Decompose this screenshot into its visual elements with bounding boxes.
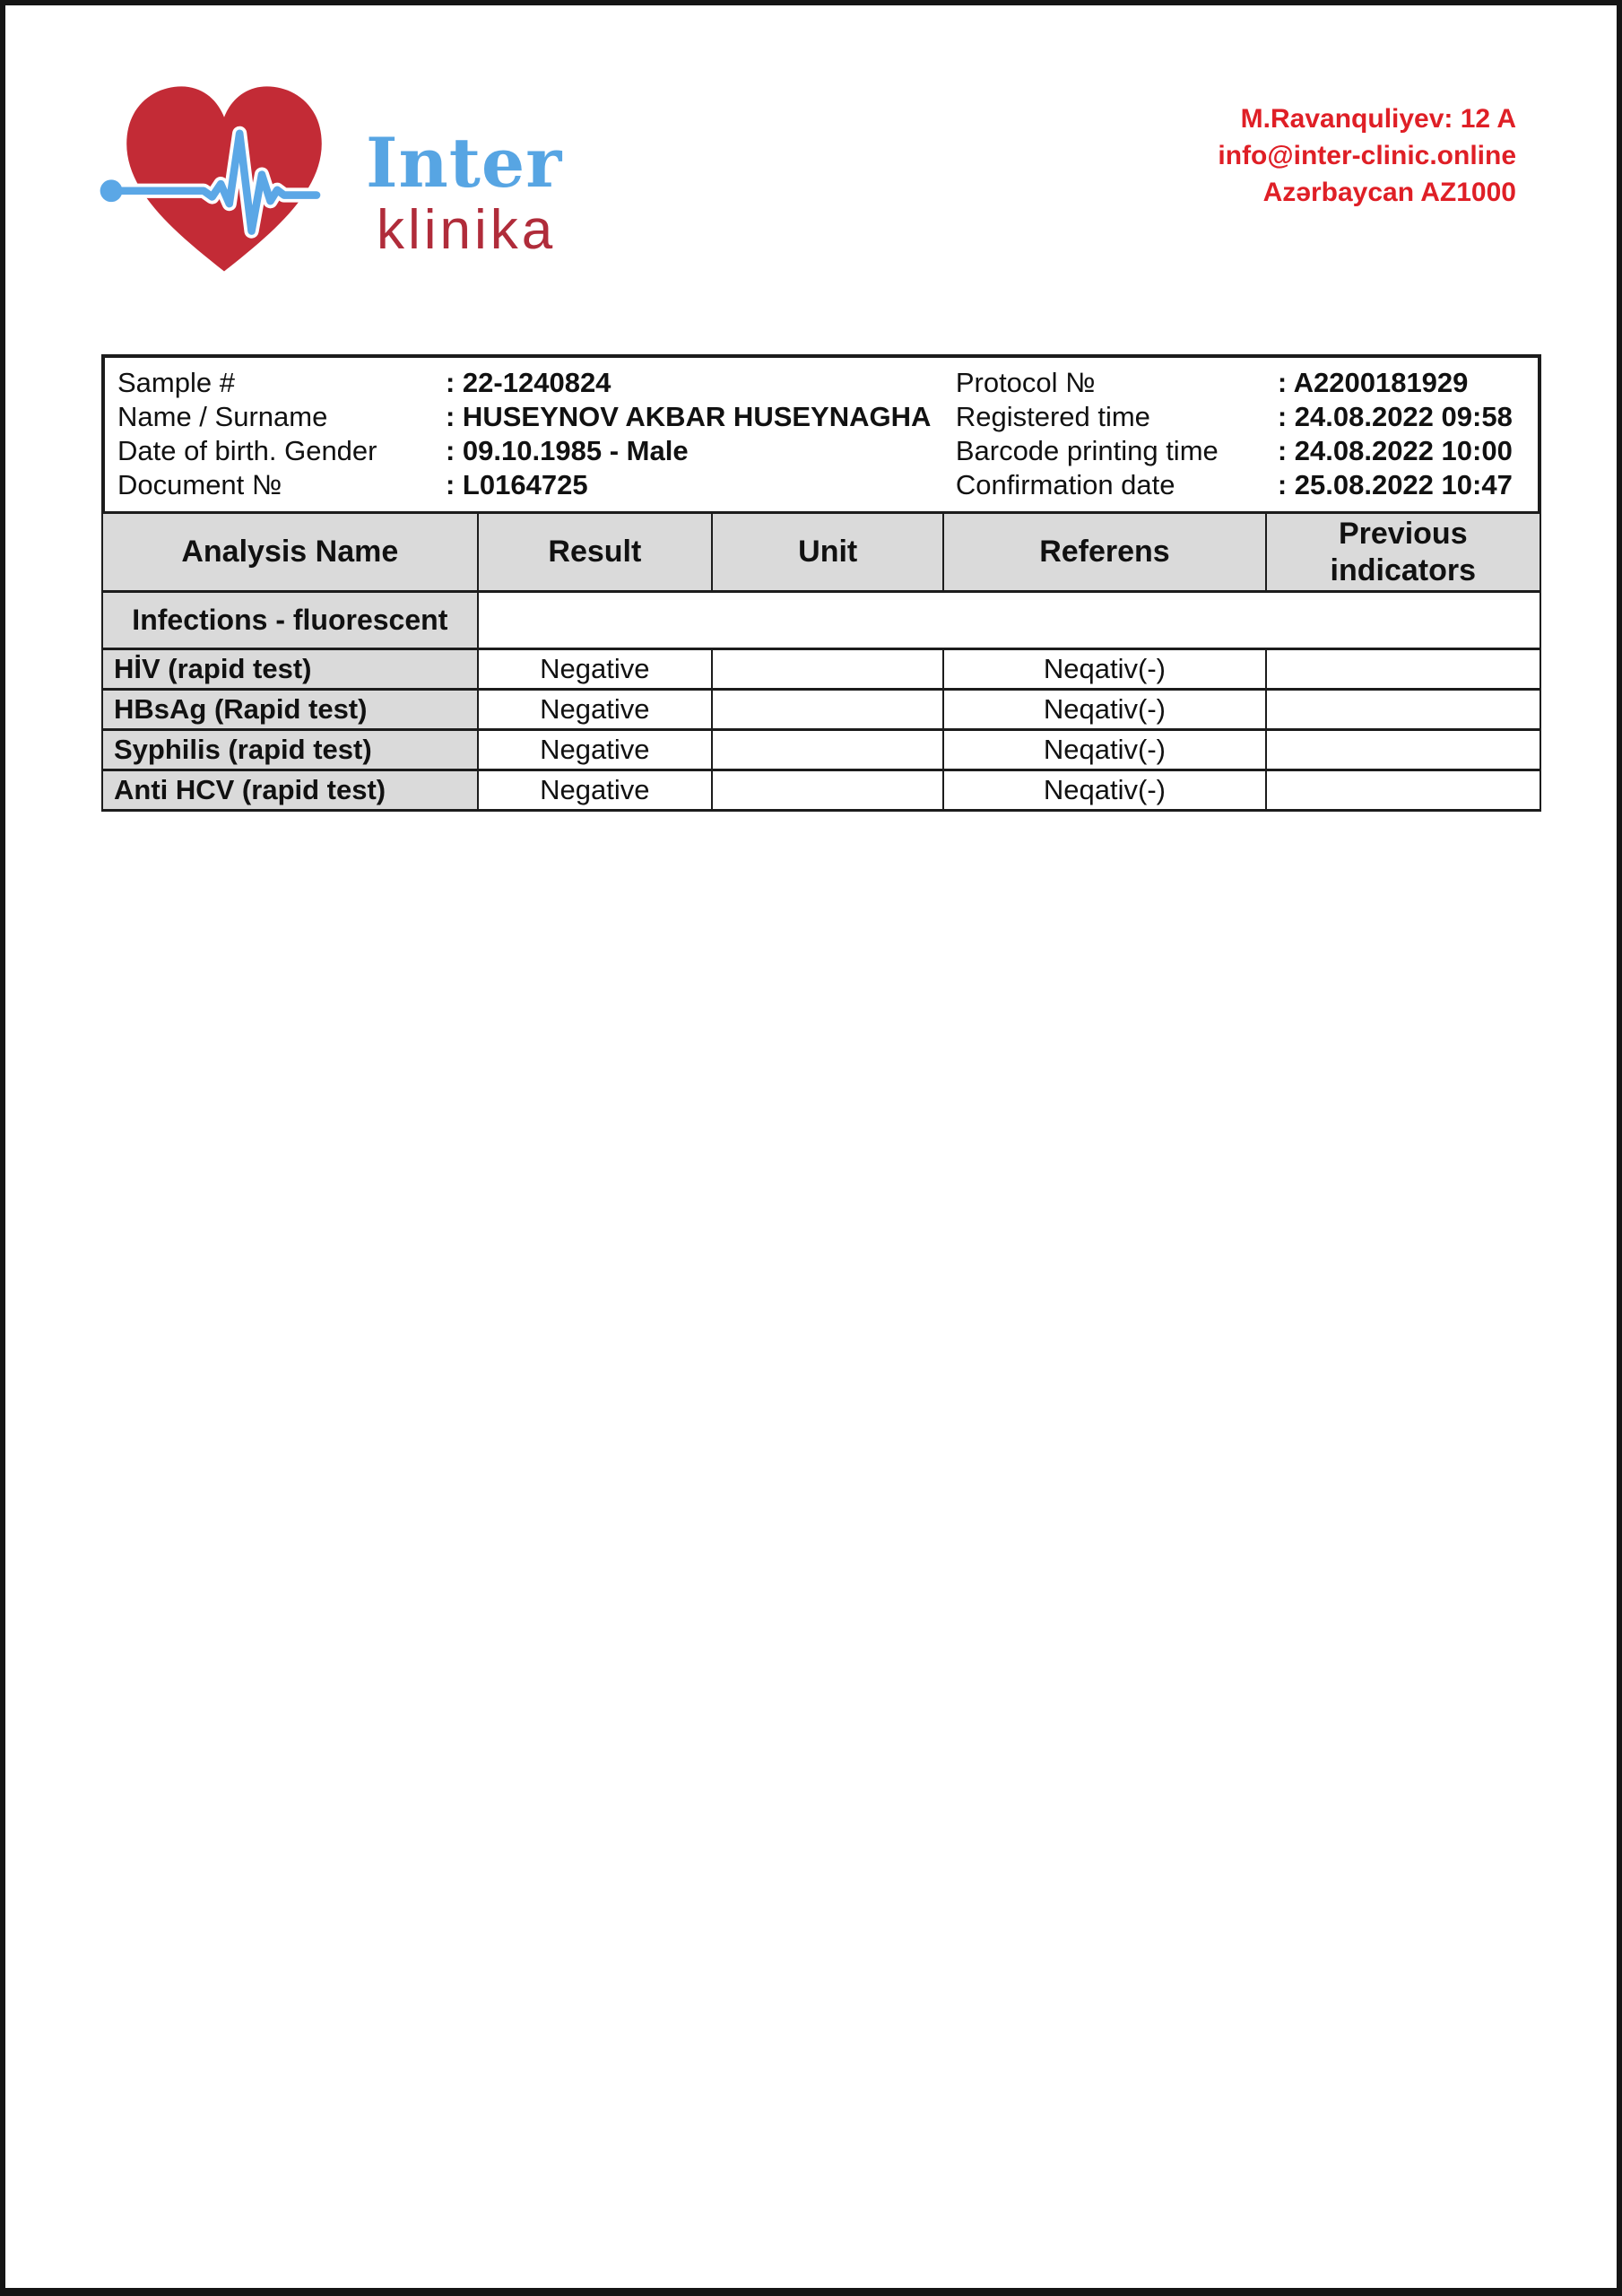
patient-info-box — [101, 354, 1541, 515]
info-value: : L0164725 — [446, 469, 588, 500]
table-row-hiv — [102, 649, 1540, 690]
info-label: Registered time — [955, 401, 1150, 432]
patient-info-right — [943, 366, 1538, 502]
contact-address-line: M.Ravanquliyev: 12 A — [1240, 104, 1516, 134]
previous-indicators-cell — [1266, 649, 1540, 690]
contact-email: info@inter-clinic.online — [1218, 141, 1516, 170]
section-title: Infections - fluorescent — [102, 592, 478, 649]
info-label: Document № — [117, 469, 282, 500]
column-header-unit: Unit — [712, 513, 943, 592]
info-value: : 25.08.2022 10:47 — [1277, 469, 1513, 500]
result-cell: Negative — [478, 730, 712, 770]
unit-cell — [712, 649, 943, 690]
previous-indicators-cell — [1266, 690, 1540, 730]
analysis-name-cell: Anti HCV (rapid test) — [102, 770, 478, 811]
patient-info-left — [105, 366, 943, 502]
info-value: : 09.10.1985 - Male — [446, 435, 689, 466]
report-body — [101, 354, 1541, 812]
info-row-barcode — [943, 434, 1538, 468]
table-row-hbsag — [102, 690, 1540, 730]
referens-cell: Neqativ(-) — [943, 730, 1265, 770]
referens-cell: Neqativ(-) — [943, 770, 1265, 811]
info-label: Sample # — [117, 367, 235, 398]
column-header-analysis-name: Analysis Name — [102, 513, 478, 592]
info-label: Confirmation date — [955, 469, 1175, 500]
info-label: Protocol № — [955, 367, 1096, 398]
info-label: Name / Surname — [117, 401, 328, 432]
referens-cell: Neqativ(-) — [943, 690, 1265, 730]
section-row-spacer — [478, 592, 1540, 649]
clinic-name-secondary: klinika — [377, 199, 557, 261]
info-value: : A2200181929 — [1277, 367, 1469, 398]
info-value: : 22-1240824 — [446, 367, 612, 398]
heart-ekg-icon — [84, 56, 364, 280]
clinic-logo — [84, 50, 604, 283]
info-value: : 24.08.2022 09:58 — [1277, 401, 1513, 432]
info-row-registered — [943, 400, 1538, 434]
info-row-sample — [105, 366, 943, 400]
unit-cell — [712, 770, 943, 811]
analysis-name-cell: HBsAg (Rapid test) — [102, 690, 478, 730]
analysis-name-cell: Syphilis (rapid test) — [102, 730, 478, 770]
info-value: : 24.08.2022 10:00 — [1277, 435, 1513, 466]
info-row-protocol — [943, 366, 1538, 400]
info-label: Date of birth. Gender — [117, 435, 377, 466]
contact-country-line: Azərbaycan AZ1000 — [1262, 178, 1516, 207]
info-label: Barcode printing time — [955, 435, 1219, 466]
result-cell: Negative — [478, 690, 712, 730]
clinic-contact-block — [1218, 100, 1516, 211]
info-value: : HUSEYNOV AKBAR HUSEYNAGHA — [446, 401, 932, 432]
info-row-confirmation — [943, 468, 1538, 502]
unit-cell — [712, 690, 943, 730]
table-row-syphilis — [102, 730, 1540, 770]
result-cell: Negative — [478, 770, 712, 811]
analysis-name-cell: HİV (rapid test) — [102, 649, 478, 690]
section-row — [102, 592, 1540, 649]
results-table — [101, 511, 1541, 812]
referens-cell: Neqativ(-) — [943, 649, 1265, 690]
results-header-row — [102, 513, 1540, 592]
info-row-name — [105, 400, 943, 434]
info-row-birth-gender — [105, 434, 943, 468]
clinic-name: Inter — [366, 123, 563, 203]
table-row-anti-hcv — [102, 770, 1540, 811]
unit-cell — [712, 730, 943, 770]
previous-indicators-cell — [1266, 770, 1540, 811]
previous-indicators-cell — [1266, 730, 1540, 770]
column-header-previous-indicators: Previous indicators — [1266, 513, 1540, 592]
column-header-referens: Referens — [943, 513, 1265, 592]
info-row-document — [105, 468, 943, 502]
column-header-result: Result — [478, 513, 712, 592]
result-cell: Negative — [478, 649, 712, 690]
